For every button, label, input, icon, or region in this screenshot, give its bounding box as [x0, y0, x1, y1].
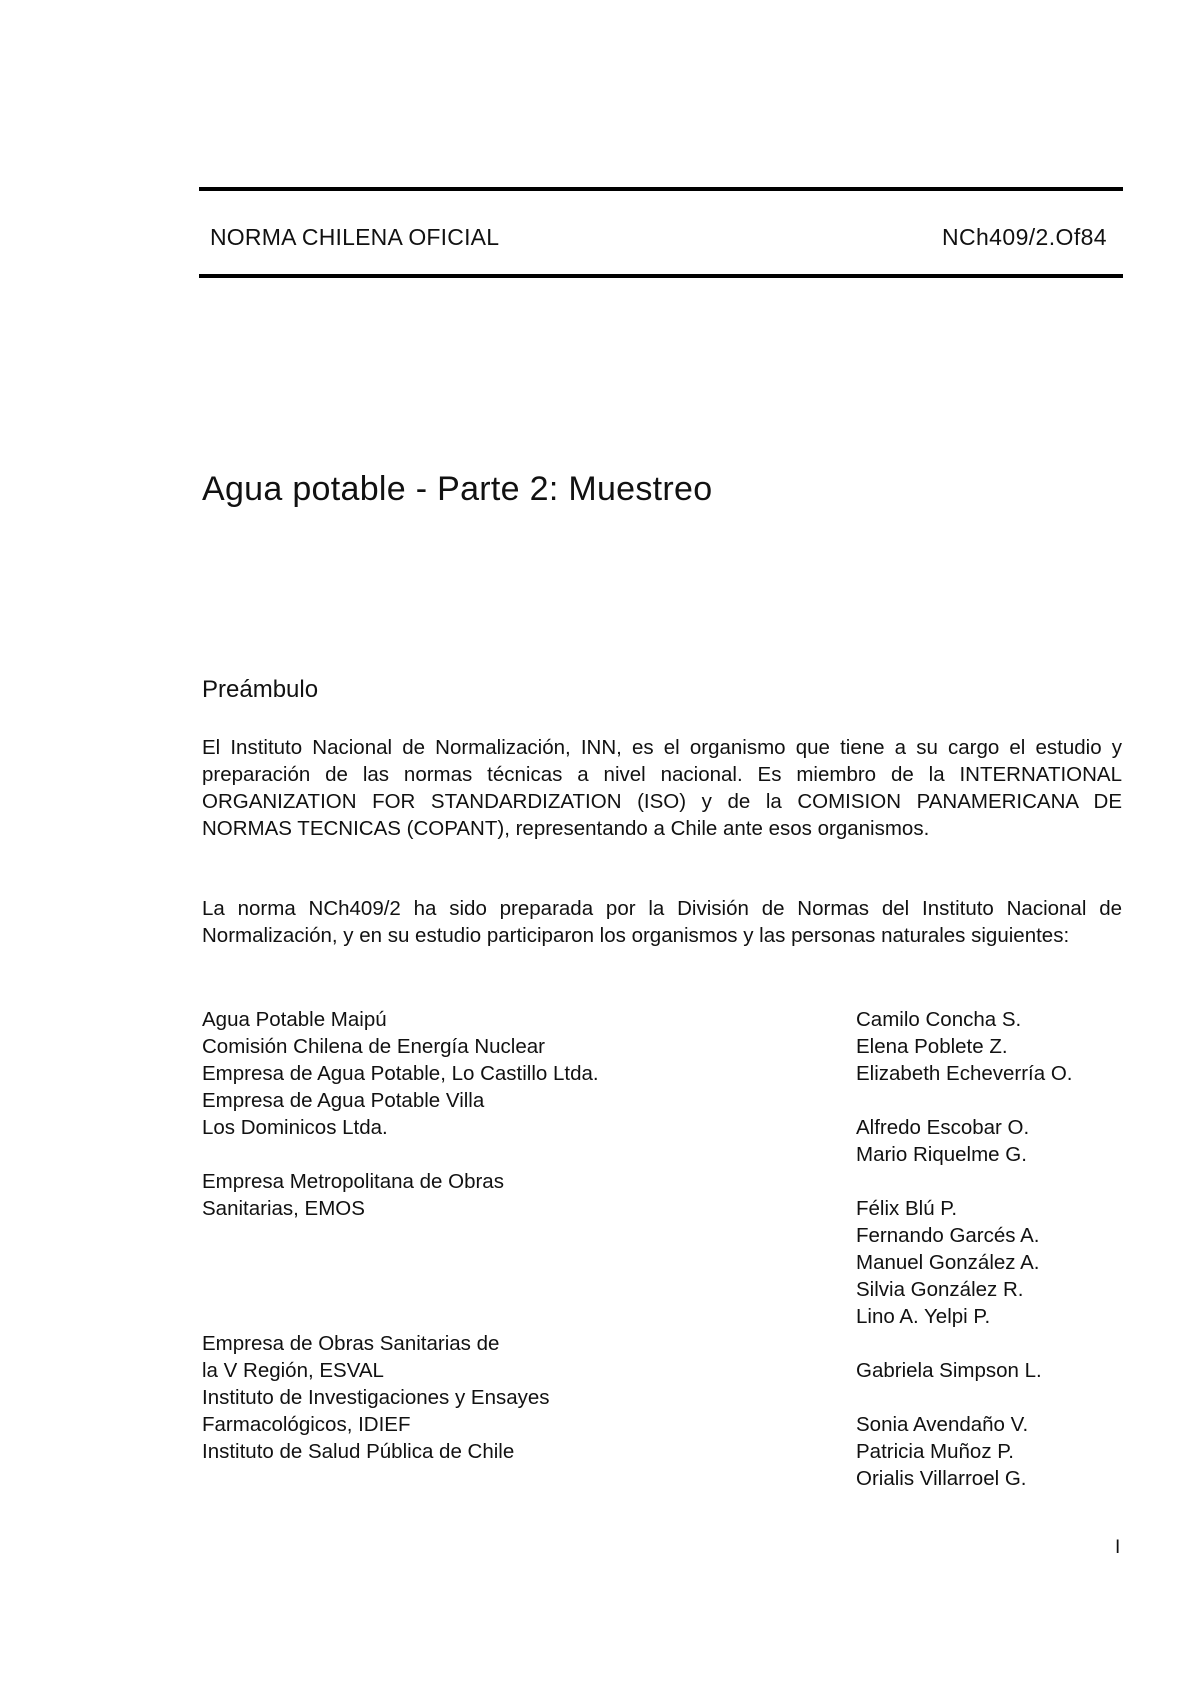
preamble-paragraph-1: El Instituto Nacional de Normalización, INN, es el organismo que tiene a su cargo el estudio y preparación de las normas técnicas a nivel nacional. Es miembro de la INTERNATIONAL ORGANIZATION FOR STANDARDIZATION (ISO) y de la COMISION PANAMERICANA DE NORMAS TECNICAS (COPANT), representando a Chile ante esos organismos. [202, 736, 1122, 840]
participant-organization: Empresa Metropolitana de Obras [202, 1170, 504, 1193]
participant-row [202, 1195, 1122, 1222]
participant-row [202, 1006, 1122, 1033]
participant-organization [202, 1303, 802, 1330]
participant-person: Lino A. Yelpi P. [856, 1305, 991, 1328]
participant-organization [202, 1249, 802, 1276]
participant-row [202, 1384, 1122, 1411]
participant-organization: Empresa de Agua Potable Villa [202, 1089, 485, 1112]
participant-organization [202, 1141, 802, 1168]
participant-person: Elizabeth Echeverría O. [856, 1062, 1073, 1085]
participant-row [202, 1033, 1122, 1060]
participant-row [202, 1411, 1122, 1438]
participant-row [202, 1276, 1122, 1303]
participant-organization: Instituto de Salud Pública de Chile [202, 1440, 515, 1463]
participant-organization: Farmacológicos, IDIEF [202, 1413, 411, 1436]
participant-person: Elena Poblete Z. [856, 1035, 1008, 1058]
participant-organization: Sanitarias, EMOS [202, 1197, 365, 1220]
preamble-paragraph-2: La norma NCh409/2 ha sido preparada por la División de Normas del Instituto Nacional de Normalización, y en su estudio participaron los organismos y las personas naturales siguientes: [202, 897, 1122, 947]
participant-organization: Instituto de Investigaciones y Ensayes [202, 1386, 550, 1409]
participant-person [802, 1384, 1122, 1411]
participant-person: Silvia González R. [856, 1278, 1024, 1301]
participant-person: Orialis Villarroel G. [856, 1467, 1027, 1490]
participant-person [802, 1087, 1122, 1114]
participant-row [202, 1303, 1122, 1330]
participant-person [802, 1330, 1122, 1357]
participant-person: Fernando Garcés A. [856, 1224, 1040, 1247]
participant-person [802, 1168, 1122, 1195]
participant-row [202, 1249, 1122, 1276]
participant-organization: Empresa de Obras Sanitarias de [202, 1332, 500, 1355]
participant-person: Camilo Concha S. [856, 1008, 1022, 1031]
standard-type-label: NORMA CHILENA OFICIAL [210, 224, 500, 250]
participant-row [202, 1087, 1122, 1114]
document-title: Agua potable - Parte 2: Muestreo [202, 470, 713, 508]
participant-person: Gabriela Simpson L. [856, 1359, 1042, 1382]
participant-row [202, 1438, 1122, 1465]
participant-row [202, 1114, 1122, 1141]
participant-organization: Empresa de Agua Potable, Lo Castillo Ltda. [202, 1062, 599, 1085]
participant-organization [202, 1276, 802, 1303]
participant-organization: Comisión Chilena de Energía Nuclear [202, 1035, 545, 1058]
participant-person: Alfredo Escobar O. [856, 1116, 1030, 1139]
page-number: I [1115, 1537, 1121, 1558]
participant-row [202, 1222, 1122, 1249]
participant-person: Manuel González A. [856, 1251, 1040, 1274]
header-bottom-rule [199, 274, 1123, 278]
participant-person: Sonia Avendaño V. [856, 1413, 1029, 1436]
participant-organization [202, 1222, 802, 1249]
participant-row [202, 1357, 1122, 1384]
participant-organization [202, 1465, 802, 1492]
participant-row [202, 1330, 1122, 1357]
header-top-rule [199, 187, 1123, 191]
standard-code: NCh409/2.Of84 [941, 224, 1107, 250]
participant-organization: Los Dominicos Ltda. [202, 1116, 388, 1139]
participant-organization: la V Región, ESVAL [202, 1359, 384, 1382]
participant-person: Félix Blú P. [856, 1197, 958, 1220]
participant-organization: Agua Potable Maipú [202, 1008, 387, 1031]
preamble-heading: Preámbulo [202, 676, 319, 703]
participant-row [202, 1060, 1122, 1087]
participant-row [202, 1168, 1122, 1195]
participant-row [202, 1141, 1122, 1168]
participant-person: Mario Riquelme G. [856, 1143, 1027, 1166]
participant-row [202, 1465, 1122, 1492]
participant-person: Patricia Muñoz P. [856, 1440, 1015, 1463]
participants-list [202, 1006, 1122, 1492]
